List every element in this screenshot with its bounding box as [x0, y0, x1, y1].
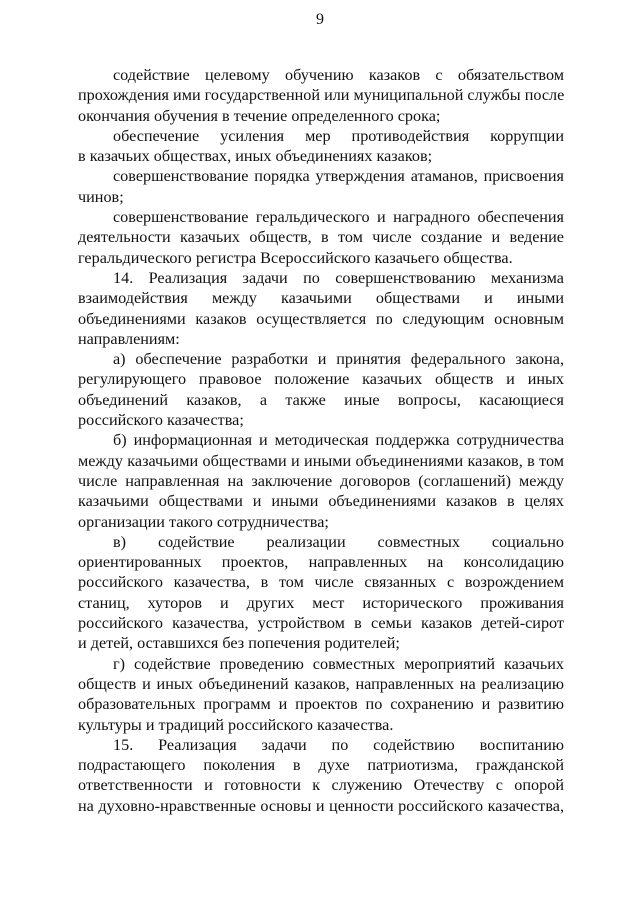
- text-line: числе направленная на заключение договоров (соглашений) между: [78, 471, 564, 490]
- text-line: обеспечение усиления мер противодействия коррупции: [113, 126, 564, 145]
- text-line: г) содействие проведению совместных мероприятий казачьих: [113, 654, 564, 673]
- text-line: между казачьими обществами и иными объединениями казаков, в том: [78, 451, 564, 470]
- text-line: российского казачества, в том числе связанных с возрождением: [78, 573, 564, 592]
- text-line: геральдического регистра Всероссийского казачьего общества.: [78, 248, 513, 267]
- text-line: 14. Реализация задачи по совершенствованию механизма: [113, 268, 564, 287]
- text-line: ориентированных проектов, направленных на консолидацию: [78, 553, 564, 572]
- text-line: направлениям:: [78, 329, 180, 348]
- page-number: 9: [316, 11, 324, 28]
- text-line: российского казачества, устройством в семьи казаков детей-сирот: [78, 614, 564, 633]
- text-line: ответственности и готовности к служению Отечеству с опорой: [78, 776, 564, 795]
- text-line: взаимодействия между казачьими обществами и иными: [78, 289, 564, 308]
- text-line: совершенствование порядка утверждения атаманов, присвоения: [113, 167, 564, 186]
- text-line: содействие целевому обучению казаков с обязательством: [113, 66, 564, 84]
- text-line: обществ и иных объединений казаков, направленных на реализацию: [78, 674, 564, 693]
- text-line: регулирующего правовое положение казачьих обществ и иных: [78, 370, 564, 389]
- text-line: в казачьих обществах, иных объединениях казаков;: [78, 147, 433, 166]
- text-line: деятельности казачьих обществ, в том числе создание и ведение: [78, 228, 564, 247]
- text-line: организации такого сотрудничества;: [78, 512, 329, 531]
- text-line: чинов;: [78, 187, 124, 206]
- text-line: а) обеспечение разработки и принятия федерального закона,: [113, 350, 564, 369]
- text-line: 15. Реализация задачи по содействию воспитанию: [113, 735, 564, 754]
- text-line: и детей, оставшихся без попечения родителей;: [78, 634, 400, 653]
- text-line: в) содействие реализации совместных социально: [113, 532, 564, 551]
- text-line: объединений казаков, а также иные вопросы, касающиеся: [78, 390, 564, 409]
- text-line: прохождения ими государственной или муниципальной службы после: [78, 86, 565, 105]
- text-line: окончания обучения в течение определенного срока;: [78, 106, 441, 125]
- text-line: станиц, хуторов и других мест исторического проживания: [78, 593, 564, 612]
- text-line: подрастающего поколения в духе патриотизма, гражданской: [78, 756, 564, 775]
- text-line: культуры и традиций российского казачества.: [78, 715, 394, 734]
- text-line: образовательных программ и проектов по сохранению и развитию: [78, 695, 564, 714]
- text-line: совершенствование геральдического и наградного обеспечения: [113, 208, 564, 227]
- text-line: казачьими обществами и иными объединениями казаков в целях: [78, 492, 564, 511]
- text-line: российского казачества;: [78, 411, 244, 430]
- text-line: б) информационная и методическая поддержка сотрудничества: [113, 431, 564, 450]
- text-line: объединениями казаков осуществляется по следующим основным: [78, 309, 564, 328]
- document-body: [78, 65, 564, 816]
- text-line: на духовно-нравственные основы и ценности российского казачества,: [78, 796, 564, 815]
